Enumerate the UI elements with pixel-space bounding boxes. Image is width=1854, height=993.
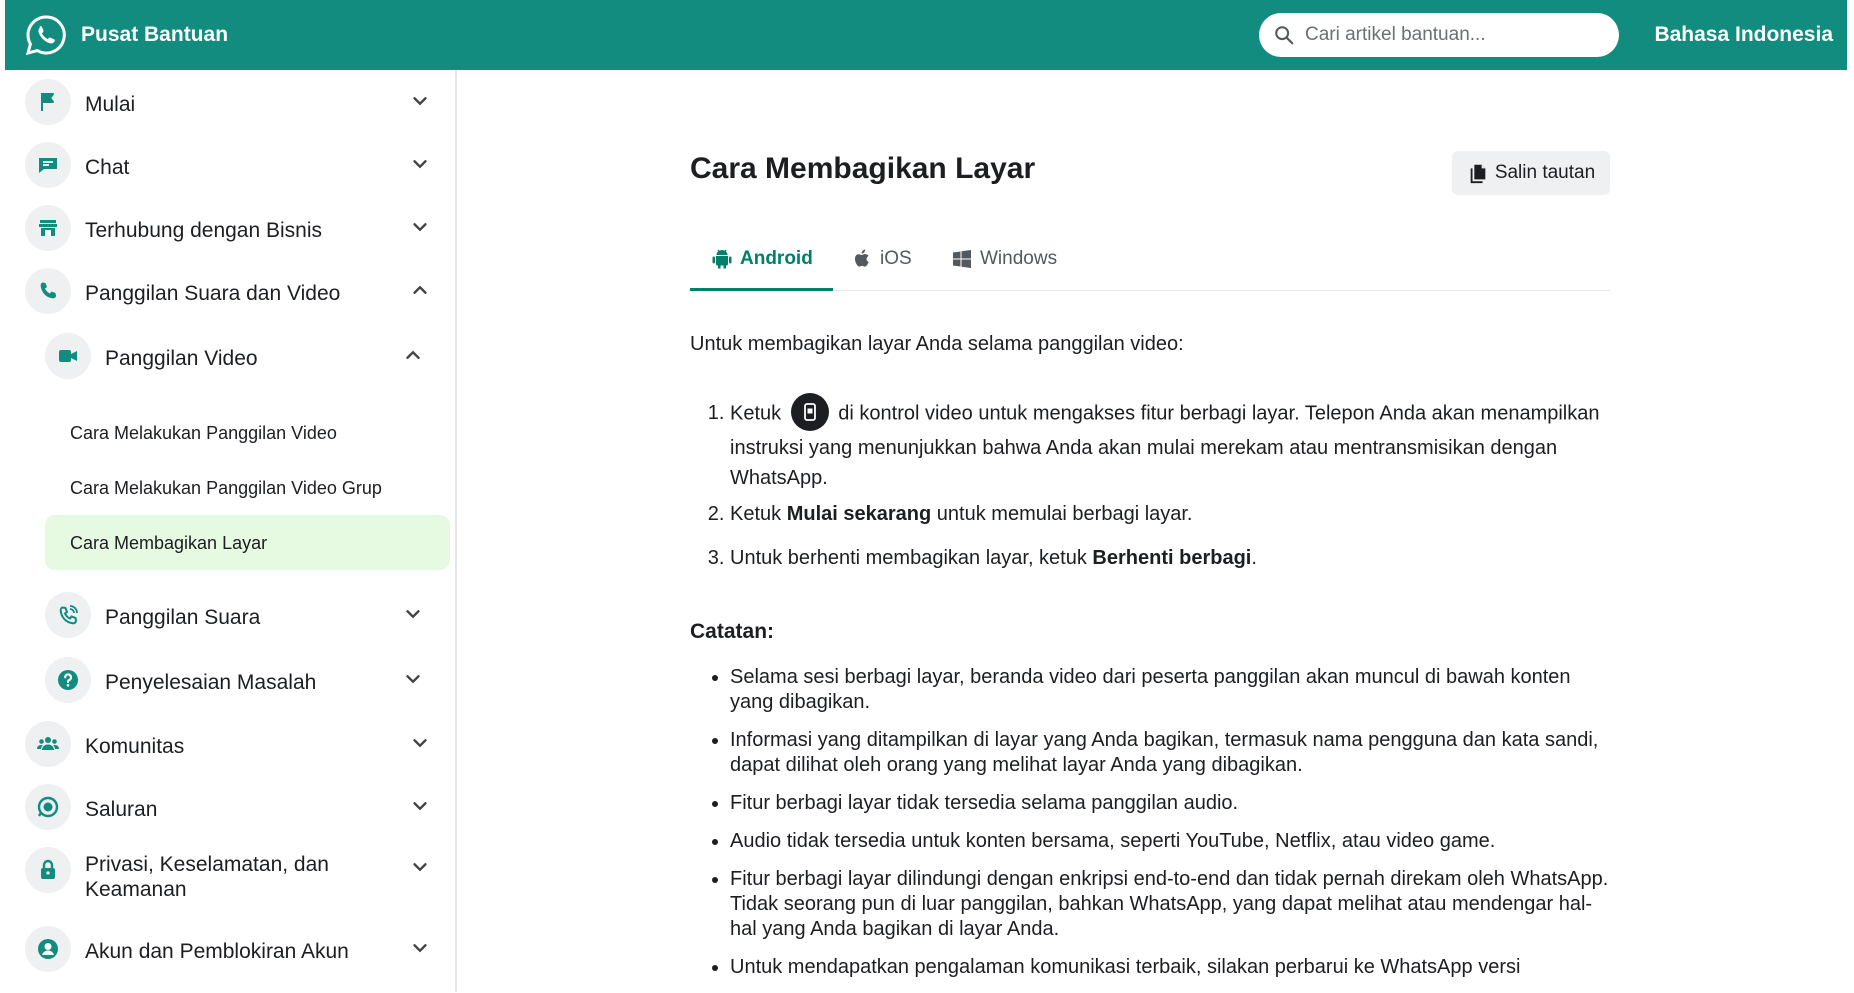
note-item: • Fitur berbagi layar dilindungi dengan enkripsi end-to-end dan tidak pernah direkam oleh WhatsApp. Tidak seorang pun di luar panggilan, bahkan WhatsApp, yang dapat melihat atau mendengar hal-hal yang Anda bagikan di layar Anda. <box>730 867 1610 942</box>
sidebar-item-mulai[interactable] <box>5 70 455 133</box>
flag-icon <box>25 79 71 125</box>
sidebar-item-label: Komunitas <box>85 735 185 758</box>
chevron-down-icon[interactable] <box>409 795 431 817</box>
copy-link-button[interactable] <box>1452 151 1610 195</box>
channel-icon <box>25 784 71 830</box>
sidebar-item-akun[interactable] <box>5 917 455 980</box>
sidebar-item-chat[interactable] <box>5 133 455 196</box>
share-screen-icon <box>791 393 829 431</box>
sidebar-item-label: Panggilan Video <box>105 347 258 370</box>
chevron-down-icon[interactable] <box>409 216 431 238</box>
sidebar-item-penyelesaian[interactable] <box>5 648 455 711</box>
steps-list <box>690 395 1610 590</box>
step-item <box>730 502 1610 527</box>
tab-label: Windows <box>980 248 1058 269</box>
notes-list <box>690 665 1610 993</box>
sidebar-item-bisnis[interactable] <box>5 196 455 259</box>
community-icon <box>25 721 71 767</box>
sidebar-item-label: Chat <box>85 156 130 179</box>
help-center-title: Pusat Bantuan <box>81 23 229 46</box>
chevron-up-icon[interactable] <box>409 279 431 301</box>
video-camera-icon <box>45 333 91 379</box>
tab-label: Android <box>740 248 813 269</box>
android-icon <box>710 247 734 271</box>
sidebar-item-panggilan-suara[interactable] <box>5 583 455 646</box>
sidebar-link-share-screen[interactable]: Cara Membagikan Layar <box>70 533 268 553</box>
sidebar-item-label: Panggilan Suara <box>105 606 261 629</box>
store-icon <box>25 205 71 251</box>
chevron-down-icon[interactable] <box>409 732 431 754</box>
step-emphasis: Berhenti berbagi <box>1092 547 1252 569</box>
tab-ios[interactable] <box>850 230 912 288</box>
chevron-down-icon[interactable] <box>402 603 424 625</box>
sidebar-item-label: Terhubung dengan Bisnis <box>85 219 323 242</box>
step-text: Ketuk <box>730 503 782 525</box>
chevron-down-icon[interactable] <box>402 668 424 690</box>
step-text: . <box>1251 547 1257 569</box>
sidebar-item-saluran[interactable] <box>5 775 455 838</box>
lock-icon <box>25 847 71 893</box>
note-item: • Selama sesi berbagi layar, beranda video dari peserta panggilan akan muncul di bawah konten yang dibagikan. <box>730 665 1610 715</box>
step-item <box>730 395 1610 493</box>
phone-wave-icon <box>45 592 91 638</box>
copy-link-label: Salin tautan <box>1494 162 1596 183</box>
step-item <box>730 546 1610 571</box>
help-icon <box>45 657 91 703</box>
chevron-down-icon[interactable] <box>409 153 431 175</box>
page-scrollbar[interactable] <box>1848 0 1854 992</box>
chevron-down-icon[interactable] <box>409 937 431 959</box>
language-selector[interactable]: Bahasa Indonesia <box>1654 23 1833 46</box>
step-emphasis: Mulai sekarang <box>786 503 932 525</box>
chevron-down-icon[interactable] <box>409 856 431 878</box>
account-icon <box>25 926 71 972</box>
copy-icon <box>1467 162 1489 184</box>
sidebar-item-komunitas[interactable] <box>5 712 455 775</box>
search-icon <box>1273 24 1295 46</box>
sidebar-item-label: Mulai <box>85 93 136 116</box>
chevron-down-icon[interactable] <box>409 90 431 112</box>
intro-text: Untuk membagikan layar Anda selama panggilan video: <box>690 333 1184 355</box>
tab-windows[interactable] <box>950 230 1057 288</box>
sidebar-link-video-call[interactable]: Cara Melakukan Panggilan Video <box>70 423 337 443</box>
windows-icon <box>950 247 974 271</box>
step-text: untuk memulai berbagi layar. <box>936 503 1193 525</box>
step-text: Ketuk <box>730 402 782 425</box>
search-box <box>1259 13 1619 57</box>
sidebar-nav <box>5 70 457 992</box>
sidebar-item-label: Panggilan Suara dan Video <box>85 282 341 305</box>
step-text: Untuk berhenti membagikan layar, ketuk <box>730 547 1087 569</box>
notes-heading: Catatan: <box>690 620 775 643</box>
note-item: • Fitur berbagi layar tidak tersedia selama panggilan audio. <box>730 791 1610 816</box>
sidebar-item-label-line2: Keamanan <box>85 878 187 901</box>
sidebar-item-privasi[interactable] <box>5 838 455 913</box>
sidebar-link-group-video-call[interactable]: Cara Melakukan Panggilan Video Grup <box>70 478 382 498</box>
sidebar-item-label: Akun dan Pemblokiran Akun <box>85 940 349 963</box>
sidebar-item-panggilan-video[interactable] <box>5 324 455 387</box>
top-header <box>5 0 1847 70</box>
page-title: Cara Membagikan Layar <box>690 152 1036 185</box>
sidebar-item-label: Privasi, Keselamatan, dan <box>85 853 329 876</box>
tab-label: iOS <box>880 248 912 269</box>
whatsapp-logo-icon <box>25 14 67 56</box>
sidebar-item-panggilan[interactable] <box>5 259 455 322</box>
search-input[interactable] <box>1303 23 1607 47</box>
note-item: • Audio tidak tersedia untuk konten bersama, seperti YouTube, Netflix, atau video game. <box>730 829 1610 854</box>
sidebar-item-label: Saluran <box>85 798 158 821</box>
platform-tabs <box>690 230 1610 291</box>
chat-icon <box>25 142 71 188</box>
phone-icon <box>25 268 71 314</box>
tab-android[interactable] <box>690 230 833 291</box>
step-text: di kontrol video untuk mengakses fitur berbagi layar. Telepon Anda akan menampilkan instruksi yang menunjukkan bahwa Anda akan mulai merekam atau mentransmisikan dengan WhatsApp. <box>730 402 1600 489</box>
brand[interactable] <box>25 14 228 56</box>
sidebar-item-label: Penyelesaian Masalah <box>105 671 317 694</box>
note-item: • Untuk mendapatkan pengalaman komunikasi terbaik, silakan perbarui ke WhatsApp versi <box>730 955 1610 980</box>
note-item: • Informasi yang ditampilkan di layar yang Anda bagikan, termasuk nama pengguna dan kata sandi, dapat dilihat oleh orang yang melihat layar Anda yang dibagikan. <box>730 728 1610 778</box>
chevron-up-icon[interactable] <box>402 344 424 366</box>
apple-icon <box>850 247 874 271</box>
